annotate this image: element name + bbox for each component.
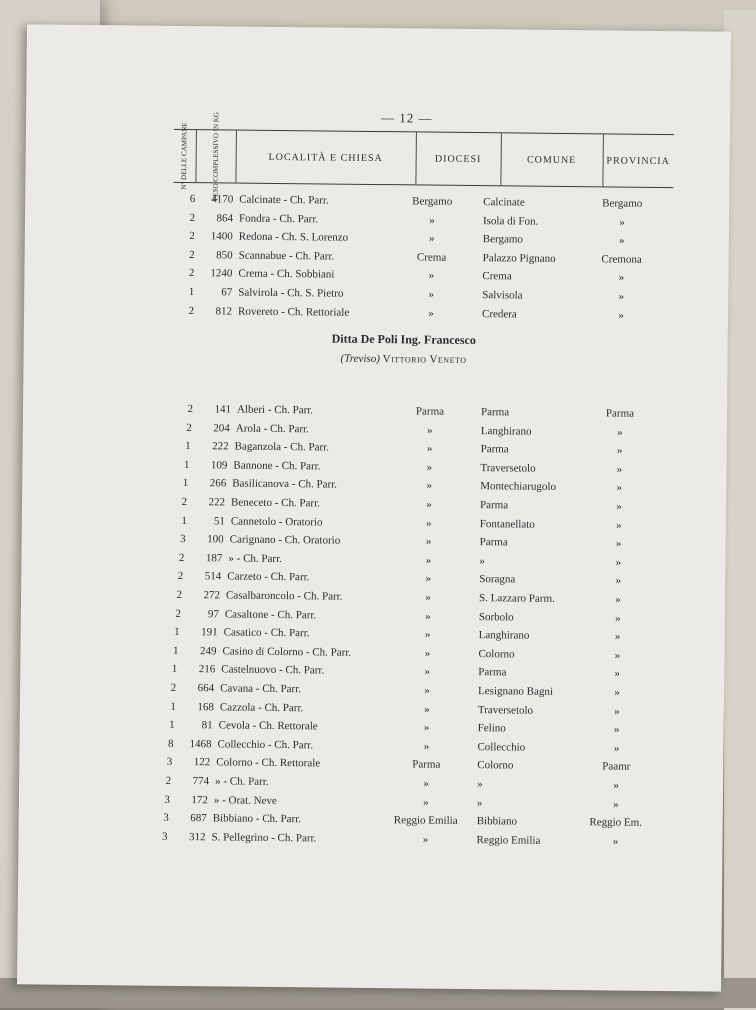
bell-count: 2: [177, 570, 184, 583]
comune: Soragna: [479, 573, 516, 586]
weight-kg: 191: [201, 626, 218, 639]
province: »: [618, 234, 625, 247]
comune: Palazzo Pignano: [482, 251, 556, 265]
weight-kg: 774: [192, 775, 210, 788]
comune: Colorno: [477, 759, 514, 772]
province: »: [616, 463, 623, 476]
locality: Collecchio - Ch. Parr.: [217, 738, 314, 752]
province: »: [613, 723, 620, 736]
locality: Cavana - Ch. Parr.: [220, 682, 302, 696]
locality: S. Pellegrino - Ch. Parr.: [211, 831, 317, 845]
locality: Cevola - Ch. Rettorale: [218, 719, 318, 733]
weight-kg: 216: [198, 663, 216, 676]
locality: Rovereto - Ch. Rettoriale: [237, 305, 350, 319]
diocese: »: [426, 517, 432, 530]
province: Reggio Em.: [589, 816, 643, 830]
bell-count: 2: [188, 304, 195, 317]
comune: »: [477, 778, 483, 791]
bell-count: 2: [186, 421, 192, 434]
weight-kg: 1240: [210, 267, 233, 280]
locality: Cannetolo - Oratorio: [230, 515, 323, 529]
diocese: »: [428, 269, 435, 283]
diocese: »: [428, 307, 434, 320]
diocese: »: [424, 684, 430, 697]
header-province: PROVINCIA: [606, 154, 670, 167]
weight-kg: 168: [197, 700, 214, 713]
bell-count: 3: [161, 830, 168, 843]
locality: » - Ch. Parr.: [228, 552, 283, 565]
bell-count: 3: [163, 811, 169, 825]
bell-count: 1: [183, 458, 190, 471]
weight-kg: 514: [204, 570, 222, 583]
diocese: »: [429, 214, 435, 227]
header-num: N° DELLE CAMPANE: [173, 130, 197, 182]
locality: Arola - Ch. Parr.: [235, 422, 309, 435]
locality: » - Orat. Neve: [213, 793, 277, 807]
weight-kg: 249: [199, 644, 217, 658]
comune: Crema: [482, 270, 512, 283]
bell-count: 1: [188, 286, 195, 299]
comune: Colorno: [478, 647, 515, 661]
bell-count: 1: [185, 440, 191, 453]
diocese: »: [425, 572, 432, 585]
province: »: [612, 835, 619, 848]
bell-count: 2: [189, 230, 195, 243]
diocese: »: [424, 665, 431, 678]
diocese: »: [424, 628, 431, 641]
diocese: »: [423, 721, 430, 734]
locality: Crema - Ch. Sobbiani: [238, 267, 335, 281]
weight-kg: 100: [207, 533, 224, 546]
province: »: [619, 216, 625, 229]
weight-kg: 222: [212, 440, 229, 453]
bell-count: 2: [189, 248, 195, 261]
weight-kg: 1400: [210, 230, 233, 243]
weight-kg: 1468: [189, 737, 212, 751]
bell-count: 1: [171, 663, 178, 676]
comune: Credera: [481, 307, 517, 321]
locality: Cazzola - Ch. Parr.: [219, 700, 304, 714]
locality: Casatico - Ch. Parr.: [223, 626, 310, 640]
header-comune: COMUNE: [500, 133, 604, 186]
weight-kg: 812: [215, 304, 233, 318]
province: »: [613, 798, 619, 811]
province: »: [614, 667, 621, 680]
weight-kg: 141: [214, 403, 232, 416]
header-weight: PESO COMPLESSIVO IN KG: [195, 130, 237, 182]
province: »: [618, 290, 625, 303]
comune: Bibbiano: [476, 815, 518, 828]
diocese: »: [426, 461, 433, 474]
comune: Parma: [480, 443, 509, 456]
comune: Traversetolo: [477, 703, 534, 717]
province: »: [614, 686, 620, 699]
comune: Parma: [480, 406, 510, 419]
comune: Montechiarugolo: [480, 480, 557, 494]
bell-count: 3: [164, 793, 170, 806]
weight-kg: 864: [216, 211, 234, 225]
weight-kg: 272: [203, 589, 221, 602]
bell-count: 1: [172, 644, 179, 657]
locality: » - Ch. Parr.: [215, 775, 269, 788]
comune: Calcinate: [483, 196, 525, 209]
province: »: [614, 630, 621, 643]
province: »: [618, 309, 624, 322]
comune: S. Lazzaro Parm.: [478, 592, 555, 605]
comune: Bergamo: [482, 233, 524, 246]
locality: Castelnuovo - Ch. Parr.: [221, 663, 325, 677]
diocese: »: [425, 591, 431, 604]
province: Paamr: [602, 760, 631, 774]
weight-kg: 4170: [211, 193, 234, 206]
header-diocese: DIOCESI: [415, 132, 502, 185]
diocese: »: [428, 288, 435, 301]
diocese: Crema: [416, 251, 447, 264]
comune: Parma: [479, 499, 509, 512]
province: »: [615, 537, 622, 550]
locality: Beneceto - Ch. Parr.: [230, 496, 321, 510]
header-locality: LOCALITÀ E CHIESA: [235, 131, 417, 185]
comune: »: [479, 554, 486, 567]
province: Bergamo: [602, 197, 643, 210]
weight-kg: 109: [210, 459, 228, 472]
diocese: »: [426, 442, 433, 455]
diocese: »: [422, 833, 429, 846]
weight-kg: 81: [201, 719, 213, 732]
province: »: [616, 444, 623, 457]
diocese: »: [429, 232, 435, 245]
locality: Bannone - Ch. Parr.: [233, 459, 321, 473]
locality: Bibbiano - Ch. Parr.: [212, 812, 302, 826]
bell-count: 2: [176, 588, 183, 601]
diocese: »: [424, 703, 430, 716]
diocese: »: [425, 554, 432, 567]
locality: Carzeto - Ch. Parr.: [227, 570, 310, 584]
bell-count: 2: [181, 495, 188, 509]
province: »: [615, 612, 621, 625]
province: »: [618, 271, 625, 284]
province: »: [615, 556, 622, 569]
bell-count: 1: [170, 700, 176, 713]
locality: Redona - Ch. S. Lorenzo: [238, 230, 349, 244]
comune: Felino: [477, 722, 506, 735]
firm-name: Ditta De Poli Ing. Francesco: [331, 331, 476, 348]
province: »: [614, 649, 621, 662]
province: »: [616, 426, 623, 439]
comune: Fontanellato: [479, 517, 535, 531]
province: »: [616, 481, 623, 494]
bell-count: 1: [174, 626, 180, 639]
weight-kg: 222: [208, 496, 226, 509]
comune: »: [476, 796, 483, 809]
bell-count: 2: [175, 607, 181, 620]
comune: Langhirano: [478, 629, 530, 642]
weight-kg: 122: [193, 756, 211, 769]
comune: Collecchio: [477, 740, 526, 754]
weight-kg: 97: [207, 607, 219, 620]
province: »: [613, 779, 619, 792]
comune: Traversetolo: [480, 461, 536, 475]
diocese: »: [423, 740, 430, 753]
bell-count: 2: [189, 211, 196, 224]
bell-count: 3: [180, 533, 186, 546]
bell-count: 8: [167, 737, 174, 750]
page-number: — 12 —: [381, 110, 433, 126]
province: Parma: [605, 407, 635, 420]
locality: Carignano - Ch. Oratorio: [229, 533, 341, 547]
comune: Isola di Fon.: [482, 214, 539, 228]
locality: Alberi - Ch. Parr.: [236, 403, 314, 417]
comune: Sorbolo: [478, 610, 514, 624]
diocese: »: [423, 796, 429, 809]
weight-kg: 664: [197, 682, 215, 695]
weight-kg: 67: [221, 286, 233, 299]
province: »: [615, 593, 621, 606]
diocese: »: [427, 424, 433, 437]
locality: Baganzola - Ch. Parr.: [234, 440, 330, 454]
firm-city: Vittorio Veneto: [382, 353, 467, 366]
firm-city-prefix: (Treviso): [340, 352, 380, 366]
bell-count: 6: [189, 193, 196, 206]
weight-kg: 312: [188, 830, 206, 844]
diocese: »: [426, 498, 432, 511]
diocese: »: [425, 535, 432, 548]
province: »: [613, 742, 620, 755]
weight-kg: 172: [191, 793, 208, 806]
bell-count: 1: [181, 514, 187, 527]
diocese: Bergamo: [412, 195, 453, 208]
diocese: Parma: [412, 758, 441, 772]
weight-kg: 51: [213, 514, 225, 528]
diocese: »: [424, 647, 431, 660]
diocese: »: [423, 777, 429, 790]
diocese: »: [426, 479, 433, 492]
comune: Langhirano: [480, 424, 532, 438]
comune: Parma: [479, 536, 508, 549]
bell-count: 3: [166, 756, 173, 769]
bell-count: 2: [170, 681, 177, 694]
weight-kg: 266: [209, 477, 227, 490]
diocese: »: [425, 610, 431, 623]
locality: Fondra - Ch. Parr.: [238, 212, 319, 225]
weight-kg: 687: [190, 812, 207, 825]
locality: Casalbaroncolo - Ch. Parr.: [226, 589, 343, 603]
locality: Colorno - Ch. Rettorale: [216, 756, 321, 770]
province: »: [615, 574, 622, 587]
bell-count: 2: [188, 267, 195, 280]
province: Cremona: [601, 253, 642, 266]
comune: Reggio Emilia: [476, 833, 541, 847]
weight-kg: 850: [216, 249, 233, 262]
comune: Lesignano Bagni: [478, 685, 554, 698]
table-row: [18, 827, 698, 850]
weight-kg: 187: [205, 552, 223, 565]
bell-count: 2: [165, 774, 172, 787]
province: »: [616, 500, 622, 513]
province: »: [614, 705, 620, 718]
comune: Parma: [478, 666, 507, 679]
locality: Scannabue - Ch. Parr.: [238, 249, 335, 263]
locality: Basilicanova - Ch. Parr.: [232, 477, 338, 492]
diocese: Reggio Emilia: [393, 814, 458, 828]
bell-count: 2: [187, 403, 194, 416]
locality: Salvirola - Ch. S. Pietro: [238, 286, 344, 300]
locality: Casino di Colorno - Ch. Parr.: [222, 645, 352, 659]
locality: Calcinate - Ch. Parr.: [239, 193, 329, 207]
bell-count: 1: [182, 477, 189, 490]
weight-kg: 204: [213, 421, 230, 435]
locality: Casaltone - Ch. Parr.: [224, 608, 317, 621]
firm-location: [254, 352, 554, 367]
bell-count: 2: [178, 551, 185, 564]
document-page: [17, 24, 731, 991]
bell-count: 1: [169, 719, 175, 732]
comune: Salvisola: [482, 289, 523, 302]
diocese: Parma: [415, 405, 445, 418]
province: »: [616, 519, 622, 532]
